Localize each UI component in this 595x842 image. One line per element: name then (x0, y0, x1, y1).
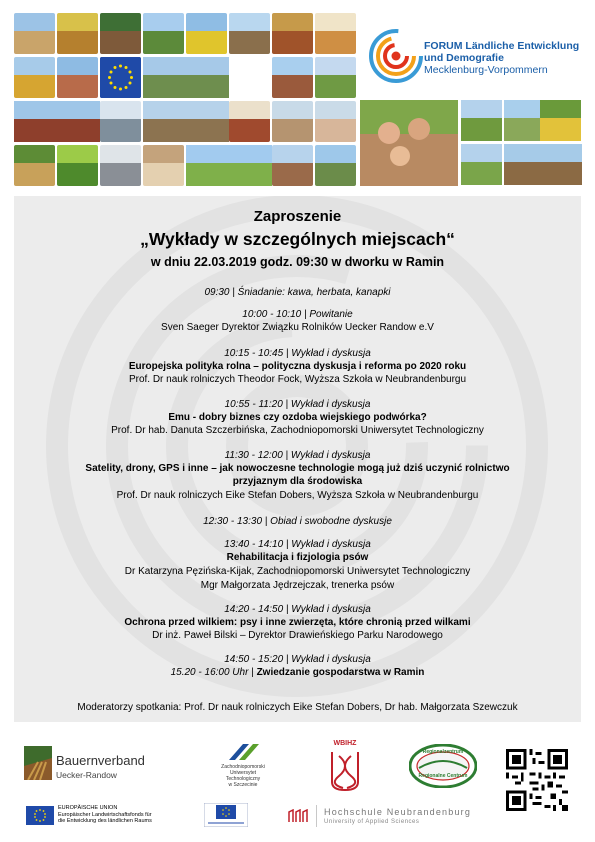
regional-top-text: Regionalzentrum (422, 749, 464, 755)
hs-name: Hochschule Neubrandenburg (324, 807, 472, 817)
photo-tile (272, 101, 313, 142)
photo-tile (504, 144, 582, 185)
photo-tile (100, 101, 141, 142)
bauernverband-sub: Uecker-Randow (56, 770, 117, 780)
forum-line2: und Demografie (424, 52, 504, 64)
invitation-panel (14, 196, 581, 722)
photo-tile (57, 145, 98, 186)
zut-logo (214, 742, 272, 790)
photo-tile (186, 13, 227, 54)
agenda-topic: przyjaznym dla środowiska (232, 476, 363, 487)
photo-tile (461, 144, 502, 185)
photo-tile (315, 101, 356, 142)
eu-flag-icon (26, 806, 54, 825)
agenda-time: 10:55 - 11:20 | Wykład i dyskusja (224, 399, 371, 410)
agenda-time: 09:30 | Śniadanie: kawa, herbata, kanapki (204, 287, 391, 298)
photo-tile (100, 145, 141, 186)
hs-neubrandenburg-logo (288, 805, 488, 829)
eu-line1: EUROPÄISCHE UNION (58, 805, 118, 811)
photo-tile (272, 145, 313, 186)
agenda-speaker: Prof. Dr nauk rolniczych Theodor Fock, Wyższa Szkoła w Neubrandenburgu (128, 374, 467, 385)
invitation-date: w dniu 22.03.2019 godz. 09:30 w dworku w Ramin (150, 255, 445, 269)
photo-tile (461, 100, 502, 141)
wheat-field-icon (24, 746, 52, 780)
wbihz-label: WBIHZ (333, 740, 357, 747)
agenda-time: 10:00 - 10:10 | Powitanie (242, 309, 353, 320)
photo-collage (14, 13, 362, 187)
agenda-time: 10:15 - 10:45 | Wykład i dyskusja (224, 348, 371, 359)
photo-tile (315, 145, 356, 186)
regionalzentrum-logo (409, 744, 477, 788)
agenda-topic: Emu - dobry biznes czy ozdoba wiejskiego podwórka? (168, 412, 427, 423)
qr-code-icon (506, 749, 568, 811)
bauernverband-name: Bauernverband (56, 753, 145, 768)
photo-tile (272, 13, 313, 54)
agenda-time: 14:50 - 15:20 | Wykład i dyskusja (224, 654, 371, 665)
hs-emblem-icon (288, 809, 310, 823)
photo-tile (14, 145, 55, 186)
photo-tile (315, 13, 356, 54)
photo-tile (57, 57, 98, 98)
eu-funding-logo (26, 805, 196, 827)
forum-spiral-icon (368, 28, 424, 84)
eu-line2: Europäischer Landwirtschaftsfonds für (58, 811, 152, 818)
wbihz-logo (324, 740, 366, 796)
zut-emblem-icon (225, 742, 261, 762)
agenda-time: 12:30 - 13:30 | Obiad i swobodne dyskusje (203, 516, 392, 527)
regional-bottom-text: Regionalne Centrum (418, 773, 468, 779)
photo-tile (315, 57, 356, 98)
agenda-topic: Europejska polityka rolna – polityczna dyskusja i reforma po 2020 roku (128, 361, 467, 372)
photo-tile (14, 101, 100, 142)
agenda-speaker: Sven Saeger Dyrektor Związku Rolników Uecker Randow e.V (161, 322, 434, 333)
agenda-topic: Ochrona przed wilkiem: psy i inne zwierzęta, które chronią przed wilkami (124, 617, 471, 628)
agenda-topic: Rehabilitacja i fizjologia psów (226, 552, 369, 563)
agenda-speaker: Dr Katarzyna Pęzińska-Kijak, Zachodniopomorski Uniwersytet Technologiczny (124, 566, 471, 577)
zut-line1: Zachodniopomorski (221, 764, 265, 770)
agenda-speaker: Prof. Dr hab. Danuta Szczerbińska, Zachodniopomorski Uniwersytet Technologiczny (111, 425, 484, 436)
photo-tile (540, 100, 581, 141)
photo-tile (14, 57, 55, 98)
bauernverband-logo (22, 746, 172, 782)
zut-line3: Technologiczny (225, 776, 261, 782)
agenda-speaker: Dr inż. Paweł Bilski – Dyrektor Drawieńskiego Parku Narodowego (152, 630, 443, 641)
photo-tile (272, 57, 313, 98)
hs-sub: University of Applied Sciences (324, 819, 420, 825)
agenda-final-bold: Zwiedzanie gospodarstwa w Ramin (256, 667, 425, 678)
eu-line3: die Entwicklung des ländlichen Raums (58, 818, 152, 824)
agenda-topic: Satelity, drony, GPS i inne – jak nowoczesne technologie mogą już dziś uczynić rolnictwo (85, 463, 510, 474)
photo-tile (57, 13, 98, 54)
photo-tile (100, 13, 141, 54)
family-photo (360, 100, 458, 186)
agenda-speaker: Mgr Małgorzata Jędrzejczak, trenerka psów (200, 580, 395, 591)
interreg-flag-icon (204, 803, 248, 827)
dna-helix-icon (329, 750, 361, 792)
invitation-title: Zaproszenie (253, 208, 342, 225)
photo-tile (143, 57, 229, 98)
photo-tile (14, 13, 55, 54)
forum-line3: Mecklenburg-Vorpommern (424, 64, 548, 76)
photo-tile (229, 13, 270, 54)
agenda-final-time: 15.20 - 16:00 Uhr (170, 667, 249, 678)
forum-line1: FORUM Ländliche Entwicklung (424, 40, 580, 52)
zut-line2: Uniwersytet (229, 770, 257, 776)
eu-flag-photo (100, 57, 141, 98)
agenda-time: 14:20 - 14:50 | Wykład i dyskusja (224, 604, 371, 615)
moderators-line: Moderatorzy spotkania: Prof. Dr nauk rolniczych Eike Stefan Dobers, Dr hab. Małgorzata Szewczuk (77, 702, 518, 713)
zut-line4: w Szczecinie (228, 782, 258, 788)
photo-tile (143, 13, 184, 54)
agenda-final-line: 15.20 - 16:00 Uhr | Zwiedzanie gospodarstwa w Ramin (170, 667, 425, 678)
qr-code (506, 749, 568, 811)
agenda-time: 13:40 - 14:10 | Wykład i dyskusja (224, 539, 371, 550)
agenda-time: 11:30 - 12:00 | Wykład i dyskusja (224, 450, 371, 461)
invitation-subtitle: „Wykłady w szczególnych miejscach“ (140, 229, 455, 249)
photo-tile (186, 145, 272, 186)
photo-tile (143, 101, 229, 142)
interreg-logo (204, 803, 248, 827)
photo-tile (143, 145, 184, 186)
photo-tile (229, 101, 270, 142)
forum-logo (368, 24, 583, 90)
hs-divider (316, 805, 317, 827)
photo-tile (504, 100, 545, 141)
agenda-speaker: Prof. Dr nauk rolniczych Eike Stefan Dobers, Wyższa Szkoła w Neubrandenburgu (116, 490, 479, 501)
